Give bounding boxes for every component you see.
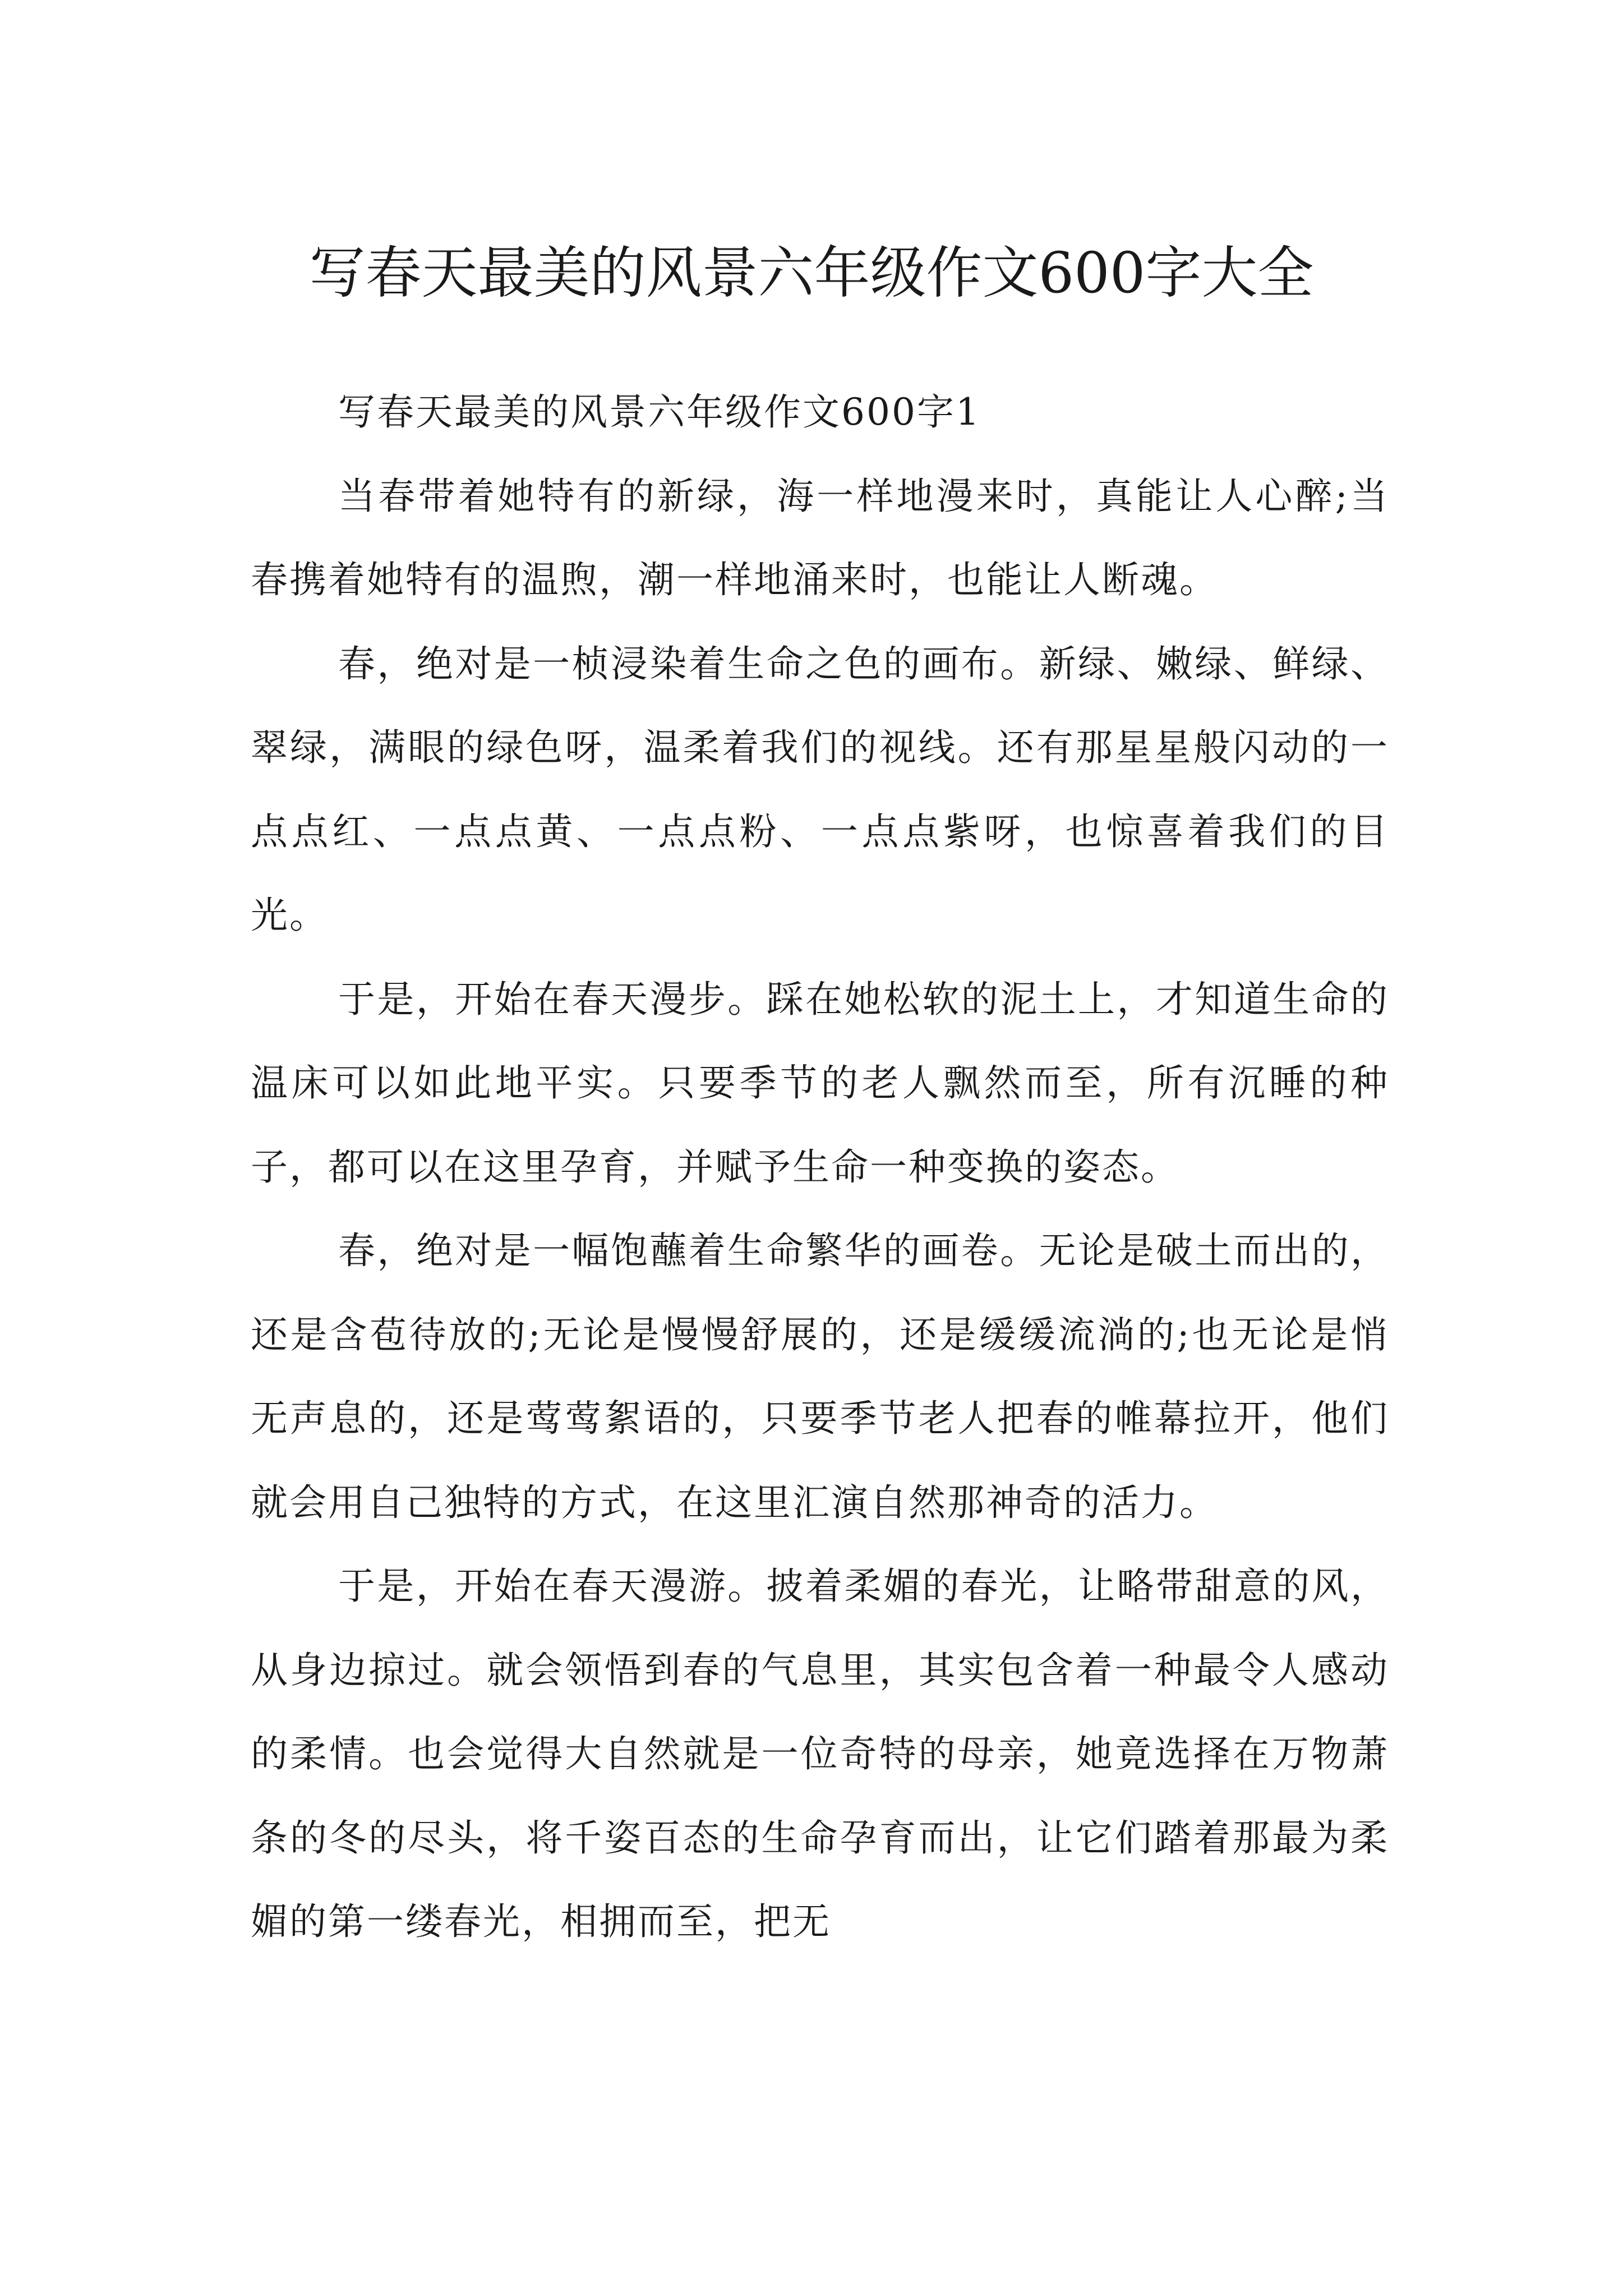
paragraph: 于是，开始在春天漫步。踩在她松软的泥土上，才知道生命的温床可以如此地平实。只要季节的老人飘然而至，所有沉睡的种子，都可以在这里孕育，并赋予生命一种变换的姿态。 xyxy=(251,977,1389,1189)
paragraph: 春，绝对是一幅饱蘸着生命繁华的画卷。无论是破土而出的，还是含苞待放的;无论是慢慢舒展的，还是缓缓流淌的;也无论是悄无声息的，还是莺莺絮语的，只要季节老人把春的帷幕拉开，他们就会用自己独特的方式，在这里汇演自然那神奇的活力。 xyxy=(251,1229,1389,1524)
document-title: 写春天最美的风景六年级作文600字大全 xyxy=(309,240,1314,306)
paragraph: 当春带着她特有的新绿，海一样地漫来时，真能让人心醉;当春携着她特有的温煦，潮一样地涌来时，也能让人断魂。 xyxy=(251,474,1389,601)
paragraph: 于是，开始在春天漫游。披着柔媚的春光，让略带甜意的风，从身边掠过。就会领悟到春的气息里，其实包含着一种最令人感动的柔情。也会觉得大自然就是一位奇特的母亲，她竟选择在万物萧条的冬的尽头，将千姿百态的生命孕育而出，让它们踏着那最为柔媚的第一缕春光，相拥而至，把无 xyxy=(251,1565,1389,1943)
section-heading: 写春天最美的风景六年级作文600字1 xyxy=(338,390,981,434)
paragraph: 春，绝对是一桢浸染着生命之色的画布。新绿、嫩绿、鲜绿、翠绿，满眼的绿色呀，温柔着我们的视线。还有那星星般闪动的一点点红、一点点黄、一点点粉、一点点紫呀，也惊喜着我们的目光。 xyxy=(251,642,1389,937)
document-body xyxy=(251,370,1389,1964)
